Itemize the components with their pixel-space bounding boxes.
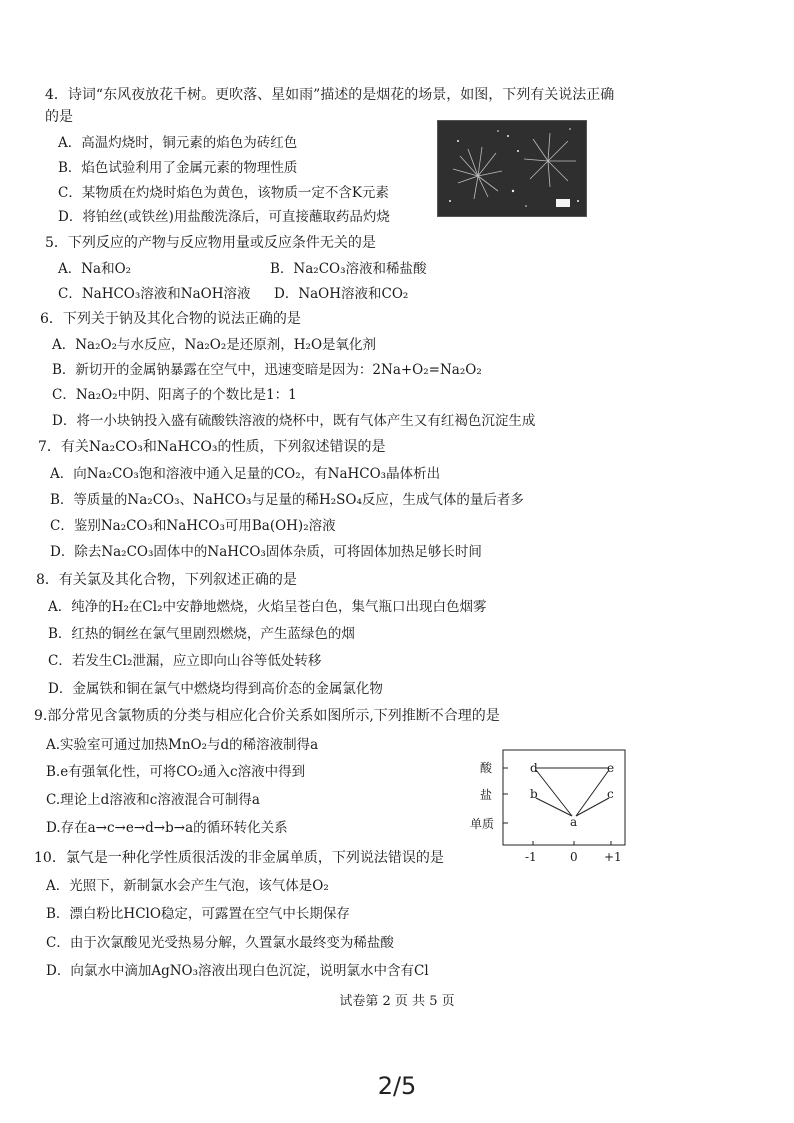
q7-option-b: B．等质量的Na₂CO₃、NaHCO₃与足量的稀H₂SO₄反应，生成气体的量后者多 xyxy=(50,492,524,508)
q4-stem-line1: 4．诗词“东风夜放花千树。更吹落、星如雨”描述的是烟花的场景，如图，下列有关说法正确 xyxy=(45,87,615,103)
q6-option-d: D．将一小块钠投入盛有硫酸铁溶液的烧杯中，既有气体产生又有红褐色沉淀生成 xyxy=(52,413,536,429)
q8-option-a: A．纯净的H₂在Cl₂中安静地燃烧，火焰呈苍白色，集气瓶口出现白色烟雾 xyxy=(48,599,487,615)
q6-option-b: B．新切开的金属钠暴露在空气中，迅速变暗是因为：2Na+O₂=Na₂O₂ xyxy=(52,362,482,378)
page-indicator: 2/5 xyxy=(377,1072,417,1100)
q6-stem: 6．下列关于钠及其化合物的说法正确的是 xyxy=(40,311,301,327)
q8-option-d: D．金属铁和铜在氯气中燃烧均得到高价态的金属氯化物 xyxy=(48,681,383,697)
q10-option-a: A．光照下，新制氯水会产生气泡，该气体是O₂ xyxy=(46,878,329,894)
q8-option-b: B．红热的铜丝在氯气里剧烈燃烧，产生蓝绿色的烟 xyxy=(48,626,355,642)
chlorine-valence-diagram xyxy=(470,748,630,868)
q8-option-c: C．若发生Cl₂泄漏，应立即向山谷等低处转移 xyxy=(48,653,322,669)
x-label-minus1: -1 xyxy=(525,850,537,864)
q9-option-c: C.理论上d溶液和c溶液混合可制得a xyxy=(46,792,260,808)
q9-option-d: D.存在a→c→e→d→b→a的循环转化关系 xyxy=(46,820,288,836)
q7-option-d: D．除去Na₂CO₃固体中的NaHCO₃固体杂质，可将固体加热足够长时间 xyxy=(50,544,482,560)
y-label-acid: 酸 xyxy=(480,761,493,775)
x-label-plus1: +1 xyxy=(604,850,622,864)
q7-option-c: C．鉴别Na₂CO₃和NaHCO₃可用Ba(OH)₂溶液 xyxy=(50,518,336,534)
q6-option-a: A．Na₂O₂与水反应，Na₂O₂是还原剂，H₂O是氧化剂 xyxy=(52,337,377,353)
q7-stem: 7．有关Na₂CO₃和NaHCO₃的性质，下列叙述错误的是 xyxy=(38,439,386,455)
y-label-element: 单质 xyxy=(470,817,495,831)
q4-stem-line2: 的是 xyxy=(45,109,73,125)
q5-option-d: D．NaOH溶液和CO₂ xyxy=(274,286,409,302)
page-footer: 试卷第 2 页 共 5 页 xyxy=(339,994,455,1009)
q10-option-d: D．向氯水中滴加AgNO₃溶液出现白色沉淀，说明氯水中含有Cl xyxy=(46,963,429,979)
q7-option-a: A．向Na₂CO₃饱和溶液中通入足量的CO₂，有NaHCO₃晶体析出 xyxy=(50,466,441,482)
q5-option-c: C．NaHCO₃溶液和NaOH溶液 xyxy=(58,286,251,302)
q4-option-b: B．焰色试验利用了金属元素的物理性质 xyxy=(58,160,298,176)
q4-option-c: C．某物质在灼烧时焰色为黄色，该物质一定不含K元素 xyxy=(58,185,389,201)
q9-stem: 9.部分常见含氯物质的分类与相应化合价关系如图所示,下列推断不合理的是 xyxy=(34,708,500,724)
q5-option-b: B．Na₂CO₃溶液和稀盐酸 xyxy=(270,261,427,277)
q10-stem: 10．氯气是一种化学性质很活泼的非金属单质，下列说法错误的是 xyxy=(34,850,444,866)
q10-option-c: C．由于次氯酸见光受热易分解，久置氯水最终变为稀盐酸 xyxy=(46,935,394,951)
q9-option-b: B.e有强氧化性，可将CO₂通入c溶液中得到 xyxy=(46,764,306,780)
q6-option-c: C．Na₂O₂中阴、阳离子的个数比是1：1 xyxy=(52,387,297,403)
point-d: d xyxy=(530,761,538,775)
x-label-zero: 0 xyxy=(570,850,578,864)
fireworks-photo xyxy=(437,120,587,217)
q4-option-a: A．高温灼烧时，铜元素的焰色为砖红色 xyxy=(58,135,298,151)
point-b: b xyxy=(530,787,538,801)
q5-option-a: A．Na和O₂ xyxy=(58,261,132,277)
q10-option-b: B．漂白粉比HClO稳定，可露置在空气中长期保存 xyxy=(46,906,350,922)
y-label-salt: 盐 xyxy=(480,788,493,802)
q8-stem: 8．有关氯及其化合物，下列叙述正确的是 xyxy=(36,572,297,588)
point-c: c xyxy=(607,787,614,801)
point-e: e xyxy=(607,761,615,775)
q9-option-a: A.实验室可通过加热MnO₂与d的稀溶液制得a xyxy=(46,737,319,753)
q4-option-d: D．将铂丝(或铁丝)用盐酸洗涤后，可直接蘸取药品灼烧 xyxy=(58,209,390,225)
q5-stem: 5．下列反应的产物与反应物用量或反应条件无关的是 xyxy=(45,235,376,251)
point-a: a xyxy=(570,815,578,829)
